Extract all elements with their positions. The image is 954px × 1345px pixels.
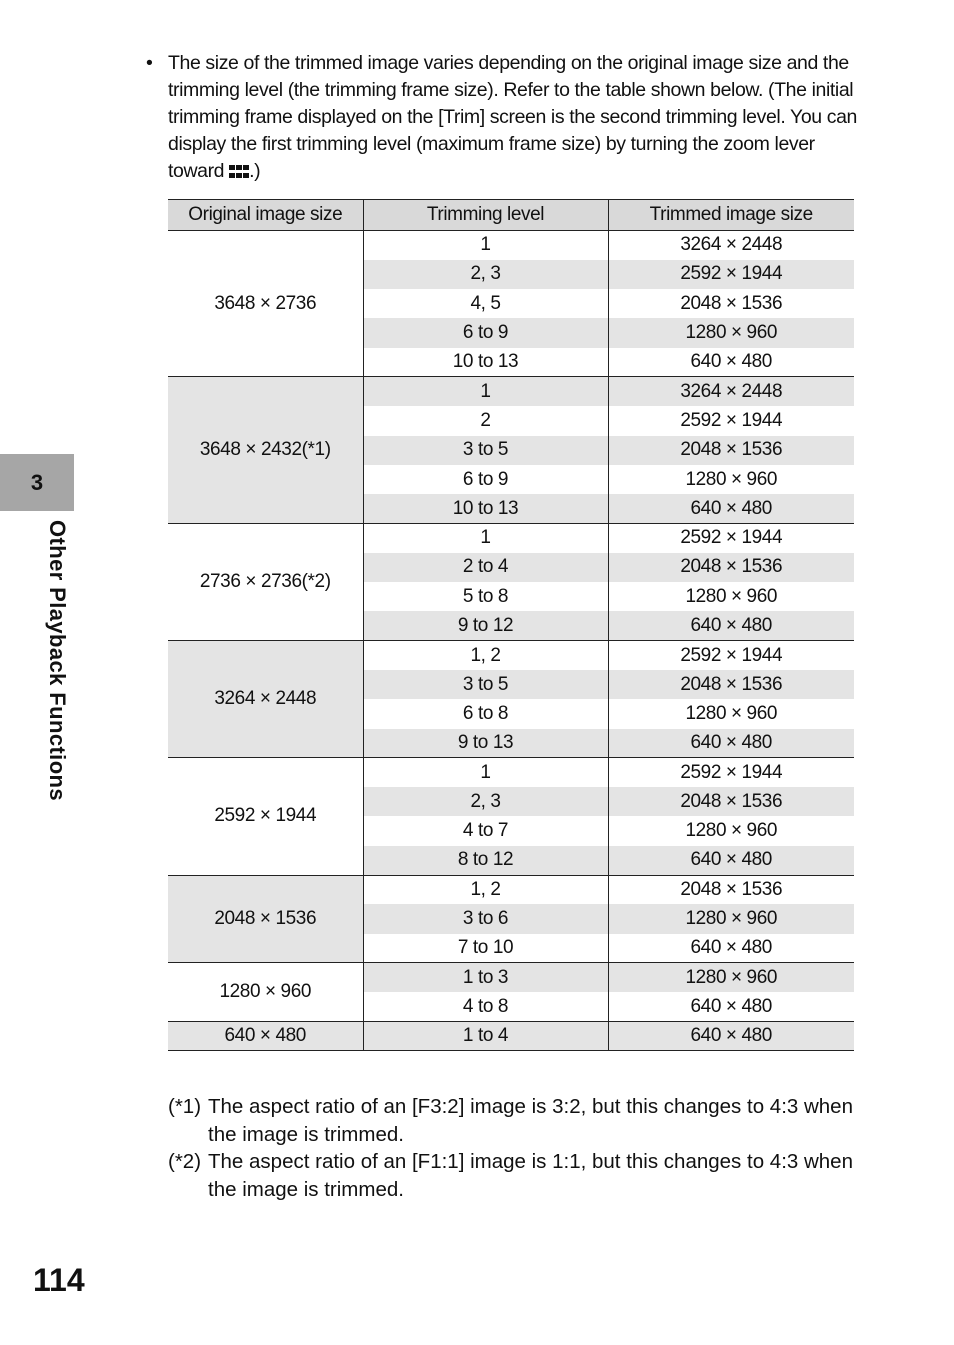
trimming-level-cell: 1 to 4 [363, 1022, 608, 1051]
header-trimmed-size: Trimmed image size [608, 200, 854, 231]
trimming-level-cell: 3 to 5 [363, 436, 608, 465]
trimmed-size-cell: 2048 × 1536 [608, 875, 854, 904]
trimmed-size-cell: 1280 × 960 [608, 582, 854, 611]
trimmed-size-cell: 2592 × 1944 [608, 406, 854, 435]
original-size-cell: 2736 × 2736(*2) [168, 523, 363, 640]
trimming-level-cell: 2 [363, 406, 608, 435]
original-size-cell: 3264 × 2448 [168, 641, 363, 758]
trimming-level-cell: 6 to 9 [363, 318, 608, 347]
trimmed-size-cell: 640 × 480 [608, 846, 854, 875]
trimmed-size-cell: 3264 × 2448 [608, 231, 854, 260]
trimming-level-cell: 3 to 5 [363, 670, 608, 699]
trimmed-size-cell: 1280 × 960 [608, 465, 854, 494]
trimming-level-cell: 6 to 8 [363, 699, 608, 728]
chapter-number: 3 [30, 469, 44, 495]
trimming-level-cell: 6 to 9 [363, 465, 608, 494]
trimmed-size-cell: 640 × 480 [608, 348, 854, 377]
chapter-tab [0, 454, 74, 511]
intro-text-after-icon: .) [249, 160, 261, 182]
trimming-level-cell: 2, 3 [363, 787, 608, 816]
trimmed-size-cell: 640 × 480 [608, 494, 854, 523]
trimmed-size-cell: 640 × 480 [608, 729, 854, 758]
trimming-level-cell: 9 to 13 [363, 729, 608, 758]
trimming-level-cell: 1 to 3 [363, 963, 608, 992]
trimming-level-cell: 1 [363, 377, 608, 406]
original-size-cell: 640 × 480 [168, 1022, 363, 1051]
trimming-level-cell: 5 to 8 [363, 582, 608, 611]
trimming-level-cell: 10 to 13 [363, 348, 608, 377]
footnote-text: The aspect ratio of an [F3:2] image is 3:2, but this changes to 4:3 when the image is trimmed. [208, 1095, 853, 1146]
trim-size-table [168, 199, 854, 1051]
trimmed-size-cell: 640 × 480 [608, 1022, 854, 1051]
page-number: 114 [33, 1262, 85, 1298]
trimmed-size-cell: 1280 × 960 [608, 904, 854, 933]
trimming-level-cell: 4, 5 [363, 289, 608, 318]
trimmed-size-cell: 2048 × 1536 [608, 670, 854, 699]
table-row [168, 231, 854, 260]
trimmed-size-cell: 2592 × 1944 [608, 641, 854, 670]
footnote-text: The aspect ratio of an [F1:1] image is 1:1, but this changes to 4:3 when the image is trimmed. [208, 1150, 853, 1201]
trimming-level-cell: 2 to 4 [363, 553, 608, 582]
footnote-mark: (*2) [168, 1150, 202, 1173]
intro-paragraph [146, 50, 858, 185]
trimmed-size-cell: 2048 × 1536 [608, 289, 854, 318]
table-row [168, 963, 854, 992]
footnote-mark: (*1) [168, 1095, 202, 1118]
table-row [168, 758, 854, 787]
header-original-size: Original image size [168, 200, 363, 231]
trimmed-size-cell: 2048 × 1536 [608, 787, 854, 816]
trimming-level-cell: 7 to 10 [363, 934, 608, 963]
table-header-row [168, 200, 854, 231]
trimmed-size-cell: 1280 × 960 [608, 963, 854, 992]
trimmed-size-cell: 1280 × 960 [608, 699, 854, 728]
trimmed-size-cell: 2592 × 1944 [608, 260, 854, 289]
trimmed-size-cell: 2048 × 1536 [608, 436, 854, 465]
trimming-level-cell: 9 to 12 [363, 611, 608, 640]
trimming-level-cell: 1 [363, 523, 608, 552]
trimming-level-cell: 1, 2 [363, 641, 608, 670]
bullet-mark: • [146, 52, 153, 74]
trimmed-size-cell: 2048 × 1536 [608, 553, 854, 582]
trimmed-size-cell: 1280 × 960 [608, 816, 854, 845]
chapter-title: Other Playback Functions [45, 520, 70, 802]
table-row [168, 1022, 854, 1051]
table-row [168, 875, 854, 904]
trimming-level-cell: 3 to 6 [363, 904, 608, 933]
footnote-1 [168, 1093, 858, 1148]
trimming-level-cell: 1 [363, 231, 608, 260]
trimmed-size-cell: 1280 × 960 [608, 318, 854, 347]
trimmed-size-cell: 640 × 480 [608, 992, 854, 1021]
table-body [168, 231, 854, 1051]
footnote-2 [168, 1148, 858, 1203]
intro-text [168, 50, 858, 185]
trimmed-size-cell: 2592 × 1944 [608, 758, 854, 787]
header-trimming-level: Trimming level [363, 200, 608, 231]
table-row [168, 641, 854, 670]
trimming-level-cell: 1 [363, 758, 608, 787]
table-row [168, 377, 854, 406]
original-size-cell: 2048 × 1536 [168, 875, 363, 963]
footnotes [168, 1093, 858, 1203]
intro-text-before-icon: The size of the trimmed image varies depending on the original image size and the trimming level (the trimming frame size). Refer to the table shown below. (The initial trimming frame displayed on the [Trim] screen is the second trimming level. You can display the first trimming level (maximum frame size) by turning the zoom lever toward [168, 52, 857, 182]
original-size-cell: 3648 × 2736 [168, 231, 363, 377]
trimmed-size-cell: 640 × 480 [608, 934, 854, 963]
original-size-cell: 1280 × 960 [168, 963, 363, 1022]
trimmed-size-cell: 2592 × 1944 [608, 523, 854, 552]
trimmed-size-cell: 640 × 480 [608, 611, 854, 640]
original-size-cell: 3648 × 2432(*1) [168, 377, 363, 523]
trimming-level-cell: 4 to 7 [363, 816, 608, 845]
trimming-level-cell: 8 to 12 [363, 846, 608, 875]
thumbnail-grid-icon [229, 165, 249, 178]
trimmed-size-cell: 3264 × 2448 [608, 377, 854, 406]
original-size-cell: 2592 × 1944 [168, 758, 363, 875]
table-row [168, 523, 854, 552]
trimming-level-cell: 1, 2 [363, 875, 608, 904]
trimming-level-cell: 10 to 13 [363, 494, 608, 523]
trimming-level-cell: 2, 3 [363, 260, 608, 289]
trimming-level-cell: 4 to 8 [363, 992, 608, 1021]
